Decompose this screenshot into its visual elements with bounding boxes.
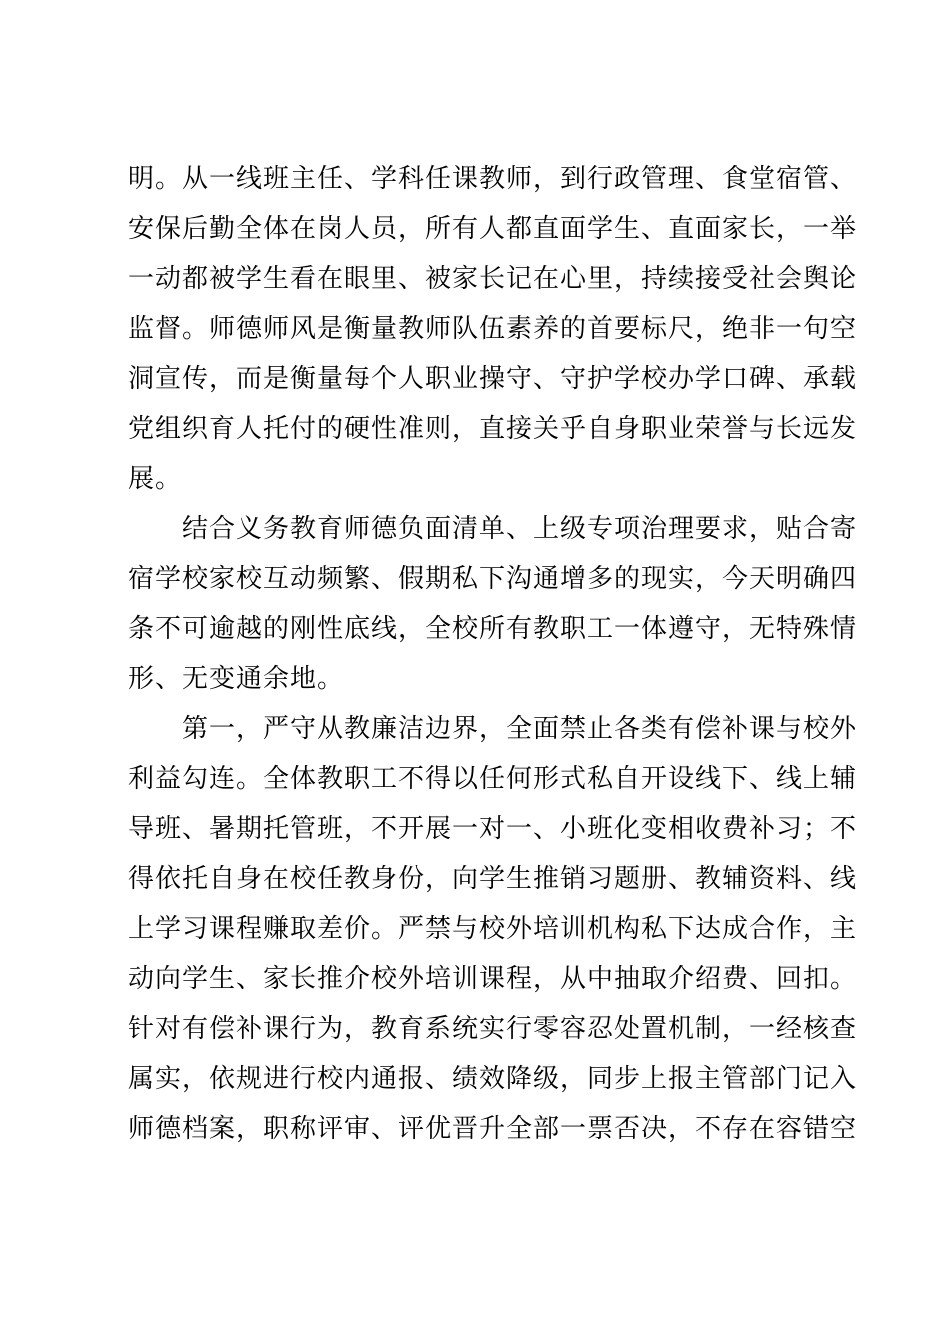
text-line: 监督。师德师风是衡量教师队伍素养的首要标尺，绝非一句空 [128, 314, 858, 344]
text-line: 师德档案，职称评审、评优晋升全部一票否决，不存在容错空 [128, 1114, 858, 1144]
text-line: 形、无变通余地。 [128, 664, 345, 694]
text-line: 展。 [128, 464, 183, 494]
text-line: 利益勾连。全体教职工不得以任何形式私自开设线下、线上辅 [128, 764, 858, 794]
text-line: 党组织育人托付的硬性准则，直接关乎自身职业荣誉与长远发 [128, 414, 858, 444]
text-line: 明。从一线班主任、学科任课教师，到行政管理、食堂宿管、 [128, 164, 858, 194]
text-line: 针对有偿补课行为，教育系统实行零容忍处置机制，一经核查 [128, 1014, 858, 1044]
body-text [128, 154, 858, 1154]
text-line: 结合义务教育师德负面清单、上级专项治理要求，贴合寄 [128, 514, 858, 544]
text-line: 第一，严守从教廉洁边界，全面禁止各类有偿补课与校外 [128, 714, 858, 744]
text-line: 导班、暑期托管班，不开展一对一、小班化变相收费补习；不 [128, 814, 858, 844]
text-line: 得依托自身在校任教身份，向学生推销习题册、教辅资料、线 [128, 864, 858, 894]
text-line: 安保后勤全体在岗人员，所有人都直面学生、直面家长，一举 [128, 214, 858, 244]
text-line: 上学习课程赚取差价。严禁与校外培训机构私下达成合作，主 [128, 914, 858, 944]
text-line: 洞宣传，而是衡量每个人职业操守、守护学校办学口碑、承载 [128, 364, 858, 394]
text-line: 一动都被学生看在眼里、被家长记在心里，持续接受社会舆论 [128, 264, 858, 294]
text-line: 属实，依规进行校内通报、绩效降级，同步上报主管部门记入 [128, 1064, 858, 1094]
text-line: 动向学生、家长推介校外培训课程，从中抽取介绍费、回扣。 [128, 964, 858, 994]
text-line: 条不可逾越的刚性底线，全校所有教职工一体遵守，无特殊情 [128, 614, 858, 644]
text-line: 宿学校家校互动频繁、假期私下沟通增多的现实，今天明确四 [128, 564, 858, 594]
